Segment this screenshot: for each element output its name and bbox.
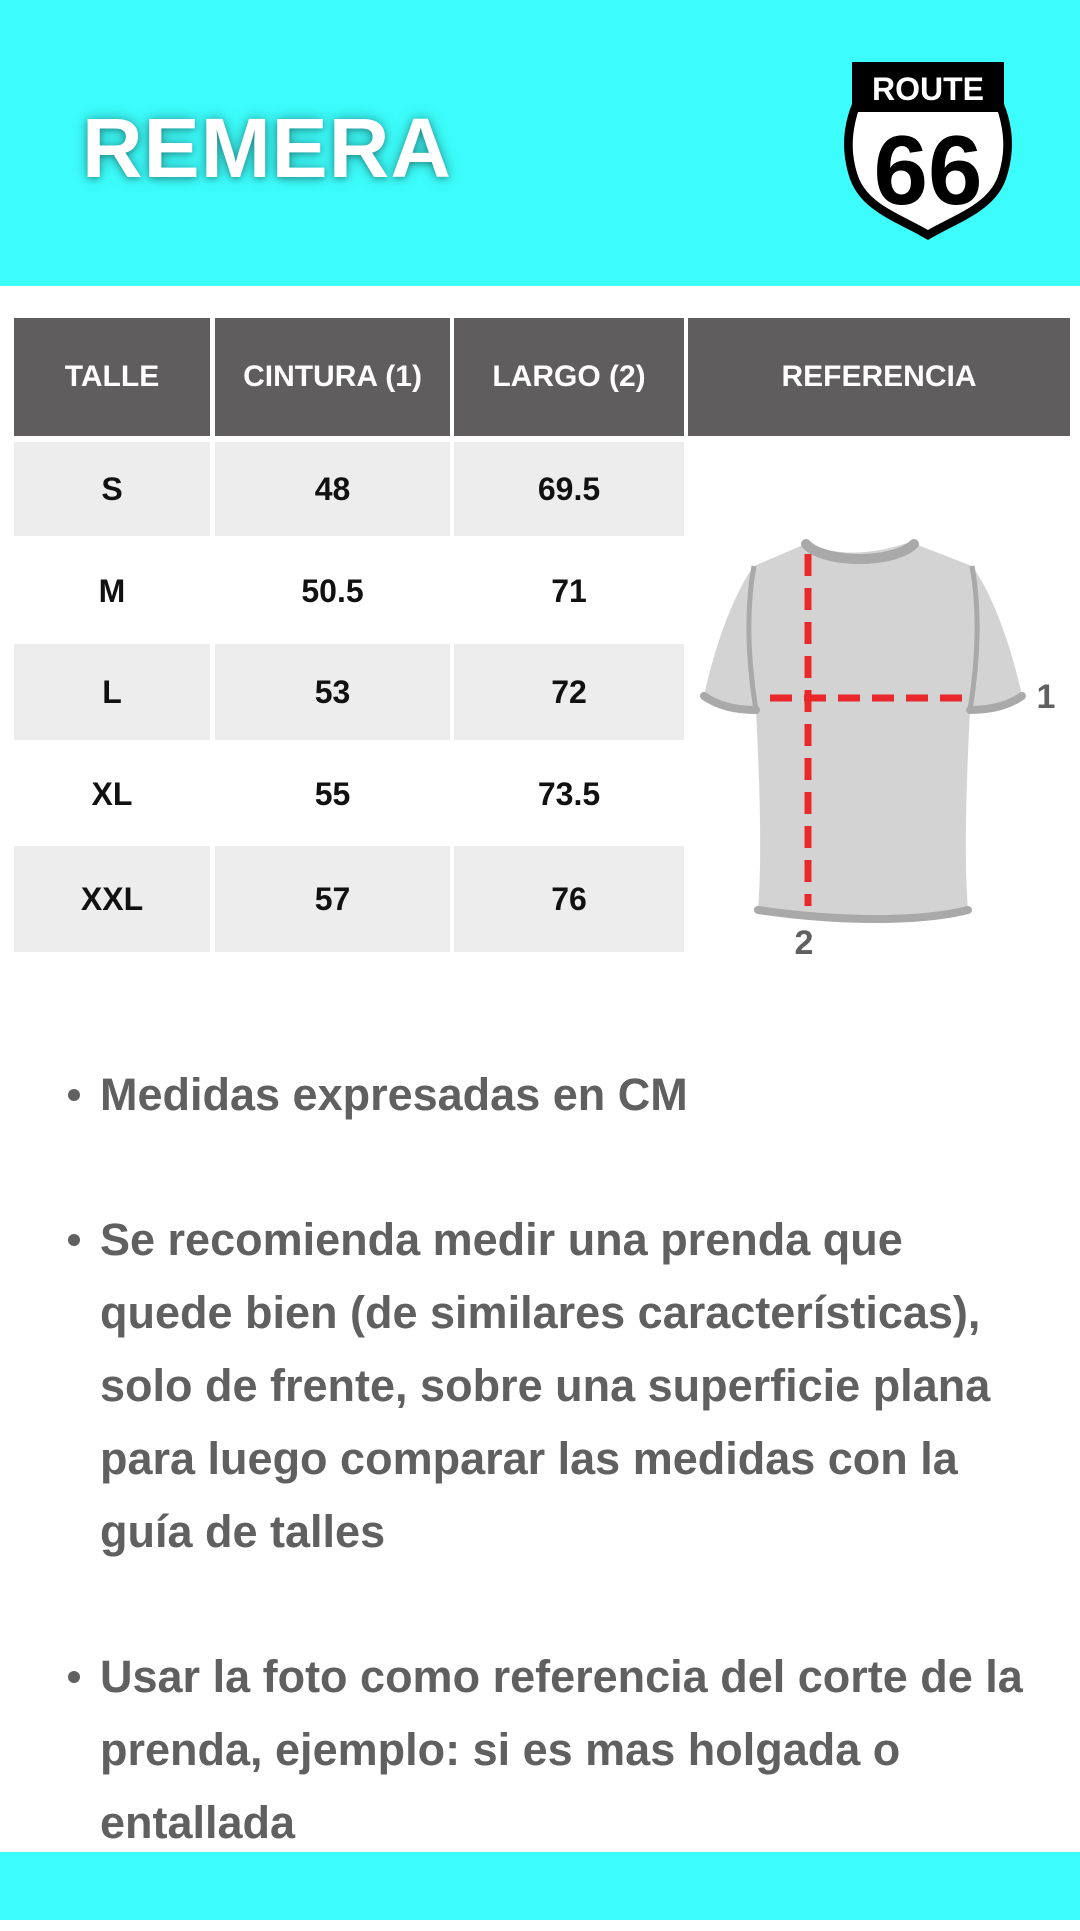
notes-list — [62, 1058, 1042, 1931]
bullet-icon — [68, 1089, 80, 1101]
table-cell-length: 76 — [454, 846, 684, 952]
table-cell-size: M — [14, 544, 210, 638]
table-cell-waist: 48 — [215, 442, 450, 536]
bullet-icon — [68, 1671, 80, 1683]
column-header-largo: LARGO (2) — [454, 318, 684, 436]
table-cell-waist: 53 — [215, 644, 450, 740]
logo-number-text: 66 — [873, 115, 983, 225]
table-cell-waist: 57 — [215, 846, 450, 952]
header-banner — [0, 0, 1080, 286]
table-cell-waist: 55 — [215, 746, 450, 842]
page-title: REMERA — [82, 101, 453, 195]
table-cell-size: XL — [14, 746, 210, 842]
column-header-referencia: REFERENCIA — [688, 318, 1070, 436]
column-header-talle: TALLE — [14, 318, 210, 436]
bullet-icon — [68, 1234, 80, 1246]
footer-banner — [0, 1852, 1080, 1920]
table-cell-length: 71 — [454, 544, 684, 638]
table-cell-length: 72 — [454, 644, 684, 740]
list-item — [62, 1640, 1042, 1859]
measure-marker-2: 2 — [794, 924, 814, 960]
route-66-logo — [838, 54, 1018, 244]
list-item — [62, 1058, 1042, 1131]
list-item — [62, 1203, 1042, 1568]
note-text: Medidas expresadas en CM — [100, 1069, 688, 1120]
table-cell-length: 73.5 — [454, 746, 684, 842]
table-cell-length: 69.5 — [454, 442, 684, 536]
table-cell-size: S — [14, 442, 210, 536]
measure-marker-1: 1 — [1036, 678, 1056, 716]
table-cell-waist: 50.5 — [215, 544, 450, 638]
table-cell-size: L — [14, 644, 210, 740]
logo-route-text: ROUTE — [872, 71, 984, 107]
note-text: Usar la foto como referencia del corte de la prenda, ejemplo: si es mas holgada o entallada — [100, 1651, 1023, 1848]
column-header-cintura: CINTURA (1) — [215, 318, 450, 436]
tshirt-reference-diagram — [690, 530, 1060, 960]
table-cell-size: XXL — [14, 846, 210, 952]
note-text: Se recomienda medir una prenda que quede bien (de similares características), solo de frente, sobre una superficie plana para luego comparar las medidas con la guía de talles — [100, 1214, 991, 1557]
